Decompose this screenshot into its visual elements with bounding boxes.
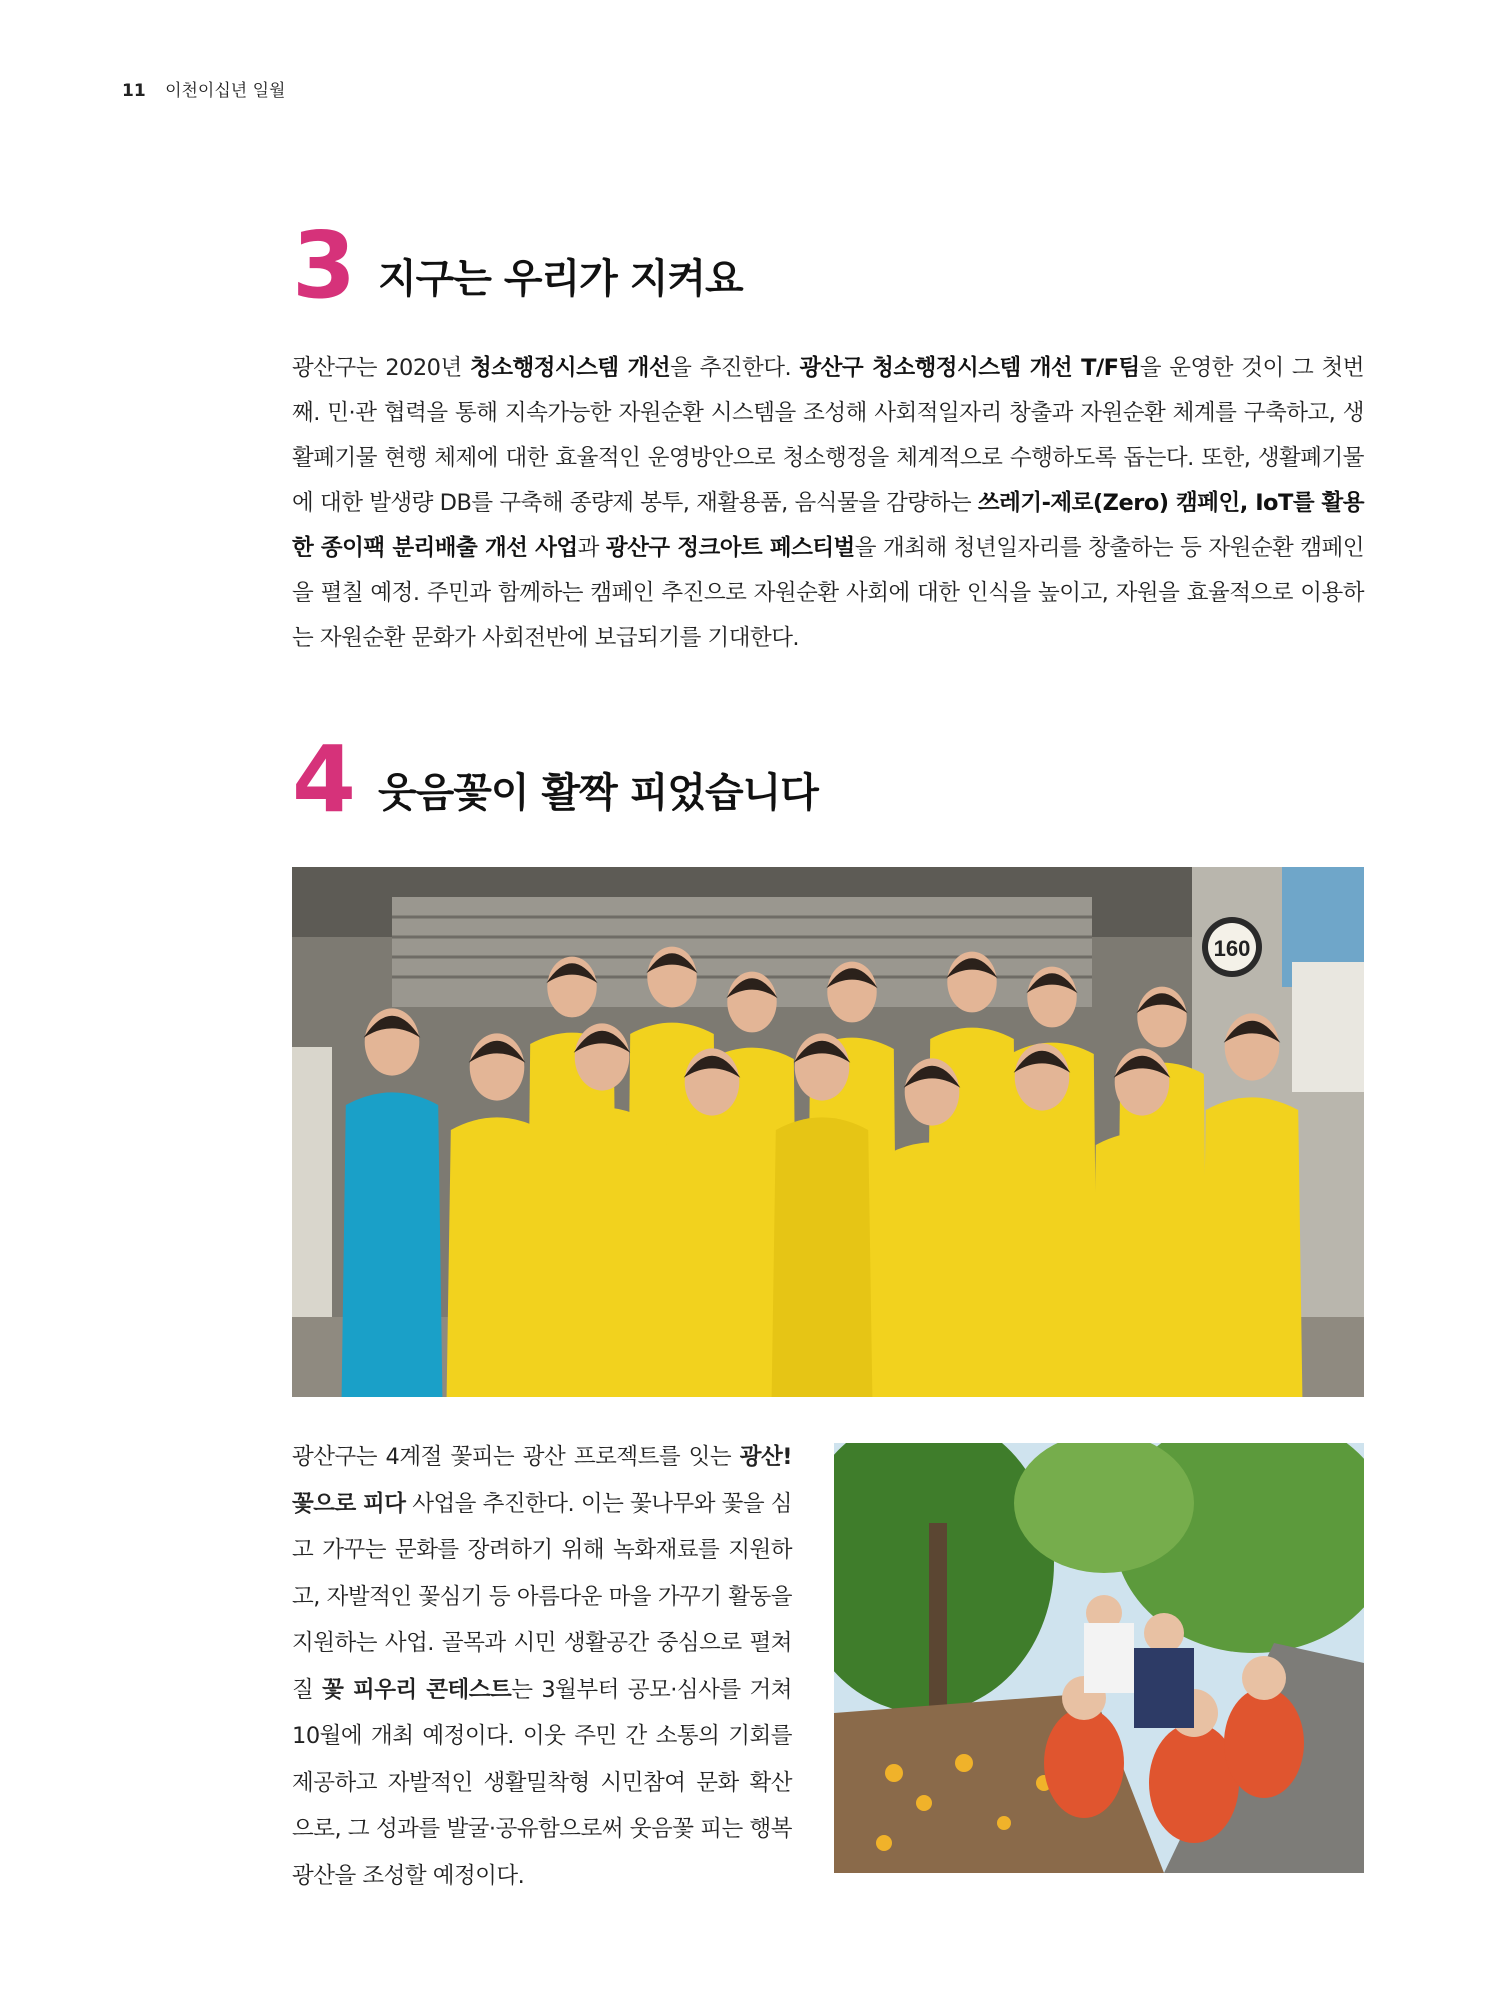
person-figure	[552, 1107, 653, 1397]
person-figure	[447, 1117, 548, 1397]
person-figure	[342, 1092, 443, 1397]
person-figure	[992, 1127, 1093, 1397]
person-figure	[772, 1117, 873, 1397]
section3-run: 을 추진한다.	[670, 355, 800, 381]
person-figure	[1202, 1097, 1303, 1397]
person-figure	[662, 1132, 763, 1397]
section3-run: 청소행정시스템 개선	[469, 355, 671, 381]
section-4-title	[292, 726, 818, 833]
section3-run: 을 개최해 청년일자리를 창출하는 등 자원순환 캠페인을 펼칠 예정. 주민과 함께하는 캠페인 추진으로 자원순환 사회에 대한 인식을 높이고, 자원을 효율적으로 이용하는 자원순환 문화가 사회전반에 보급되기를 기대한다.	[292, 535, 1365, 651]
section4-run: 는 3월부터 공모·심사를 거쳐 10월에 개최 예정이다. 이웃 주민 간 소통의 기회를 제공하고 자발적인 생활밀착형 시민참여 문화 확산으로, 그 성과를 발굴·공유함으로써 웃음꽃 피는 행복광산을 조성할 예정이다.	[292, 1676, 793, 1889]
section3-run: 쓰레기-제로(Zero) 캠페인, IoT를 활용한 종이팩 분리배출 개선 사업	[292, 490, 1364, 561]
section4-run: 광산! 꽃으로 피다	[292, 1444, 792, 1517]
section4-run: 광산구는 4계절 꽃피는 광산 프로젝트를 잇는	[292, 1444, 740, 1470]
section3-run: 광산구 청소행정시스템 개선 T/F팀	[799, 355, 1140, 381]
building-sign-number: 160	[1213, 936, 1251, 961]
flower-planting-photo	[834, 1443, 1364, 1873]
section-4-paragraph	[292, 1434, 792, 1899]
section3-run: 광산구 정크아트 페스티벌	[605, 535, 855, 561]
person-figure	[882, 1142, 983, 1397]
group-photo	[292, 867, 1364, 1397]
person-figure	[1092, 1132, 1193, 1397]
book-title: 이천이십년 일월	[165, 81, 286, 101]
page-number: 11	[122, 81, 146, 101]
section4-run: 사업을 추진한다. 이는 꽃나무와 꽃을 심고 가꾸는 문화를 장려하기 위해 녹화재료를 지원하고, 자발적인 꽃심기 등 아름다운 마을 가꾸기 활동을 지원하는 사업. 골목과 시민 생활공간 중심으로 펼쳐질	[292, 1490, 792, 1703]
section3-run: 과	[577, 535, 606, 561]
section-3-number: 3	[292, 212, 357, 319]
section4-run: 꽃 피우리 콘테스트	[322, 1676, 512, 1703]
section-4-number: 4	[292, 726, 357, 833]
section3-run: 을 운영한 것이 그 첫번째. 민·관 협력을 통해 지속가능한 자원순환 시스템을 조성해 사회적일자리 창출과 자원순환 체계를 구축하고, 생활폐기물 현행 체제에 대한 효율적인 운영방안으로 청소행정을 체계적으로 수행하도록 돕는다. 또한, 생활폐기물에 대한 발생량 DB를 구축해 종량제 봉투, 재활용품, 음식물을 감량하는	[292, 355, 1364, 516]
section-3-heading: 지구는 우리가 지켜요	[378, 256, 743, 303]
section-3-title	[292, 212, 743, 319]
section-3-paragraph	[292, 346, 1364, 661]
section3-run: 광산구는 2020년	[292, 355, 470, 381]
page-header	[122, 76, 285, 101]
section-4-heading: 웃음꽃이 활짝 피었습니다	[378, 770, 818, 817]
